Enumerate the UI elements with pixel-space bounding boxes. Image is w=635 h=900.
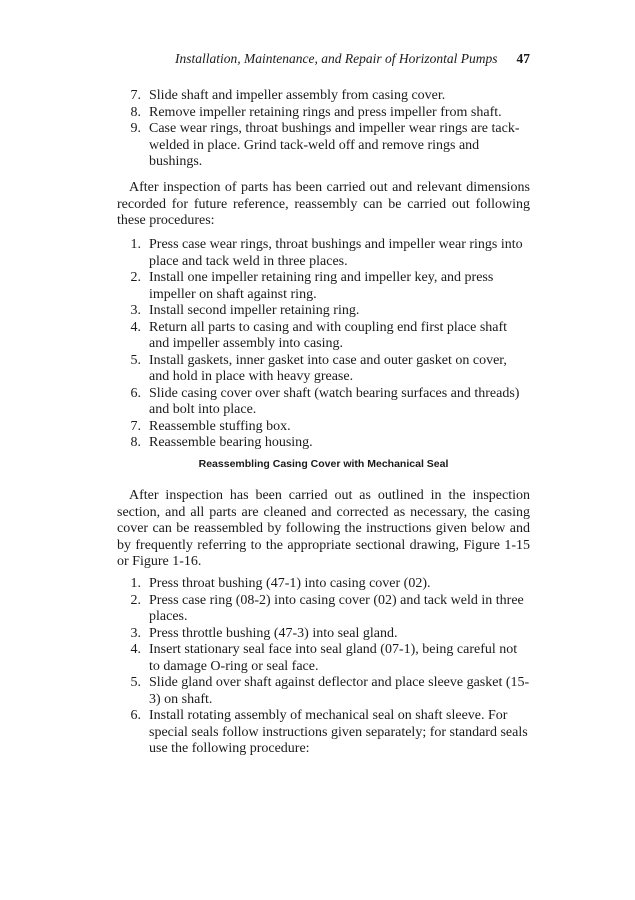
step-text: Reassemble stuffing box. (149, 418, 291, 434)
step-text: Return all parts to casing and with coupling end first place shaft and impeller assembly into casing. (149, 319, 508, 351)
list-item (117, 353, 530, 386)
list-item (117, 675, 530, 708)
step-number: 5. (130, 675, 141, 690)
paragraph: After inspection of parts has been carried out and relevant dimensions recorded for future reference, reassembly can be carried out following these procedures: (117, 180, 530, 228)
list-item (117, 320, 530, 353)
list-item (117, 576, 530, 593)
step-text: Press case ring (08-2) into casing cover (02) and tack weld in three places. (149, 592, 524, 624)
list-item (117, 121, 530, 171)
step-number: 3. (130, 625, 141, 641)
list-item (117, 270, 530, 303)
step-text: Press throat bushing (47-1) into casing cover (02). (149, 576, 431, 591)
step-text: Install second impeller retaining ring. (149, 303, 360, 318)
step-number: 5. (130, 352, 141, 368)
list-item (117, 303, 530, 320)
paragraph: After inspection has been carried out as outlined in the inspection section, and all parts are cleaned and corrected as necessary, the casing cover can be reassembled by following the instructions given below and by frequently referring to the appropriate sectional drawing, Figure 1-15 or Figure 1-16. (117, 488, 530, 569)
mechanical-seal-steps (117, 576, 530, 758)
list-item (117, 88, 530, 105)
step-text: Install rotating assembly of mechanical seal on shaft sleeve. For special seals follow instructions given separately; for standard seals use the following procedure: (149, 708, 528, 756)
step-number: 8. (130, 435, 141, 450)
step-text: Slide shaft and impeller assembly from casing cover. (149, 88, 446, 103)
step-number: 7. (130, 418, 141, 434)
list-item (117, 626, 530, 643)
list-item (117, 435, 530, 452)
list-item (117, 419, 530, 436)
step-number: 7. (130, 88, 141, 103)
step-number: 2. (130, 592, 141, 608)
mechanical-seal-intro-paragraph (117, 488, 530, 571)
list-item (117, 708, 530, 758)
list-item (117, 386, 530, 419)
step-number: 9. (130, 121, 141, 136)
step-text: Slide gland over shaft against deflector and place sleeve gasket (15-3) on shaft. (149, 675, 530, 707)
step-number: 1. (130, 576, 141, 591)
reassembly-intro-paragraph (117, 180, 530, 230)
step-text: Remove impeller retaining rings and press impeller from shaft. (149, 104, 502, 120)
step-text: Reassemble bearing housing. (149, 435, 313, 450)
step-text: Slide casing cover over shaft (watch bearing surfaces and threads) and bolt into place. (149, 385, 520, 417)
step-number: 8. (130, 104, 141, 120)
step-text: Press throttle bushing (47-3) into seal gland. (149, 625, 398, 641)
step-number: 6. (130, 385, 141, 401)
list-item (117, 593, 530, 626)
list-item (117, 642, 530, 675)
step-text: Install gaskets, inner gasket into case and outer gasket on cover, and hold in place with heavy grease. (149, 352, 507, 384)
disassembly-steps-continued (117, 88, 530, 171)
step-number: 6. (130, 708, 141, 723)
list-item (117, 237, 530, 270)
section-heading: Reassembling Casing Cover with Mechanical Seal (198, 458, 449, 470)
step-number: 4. (130, 642, 141, 657)
step-number: 2. (130, 270, 141, 285)
step-number: 3. (130, 303, 141, 318)
step-text: Insert stationary seal face into seal gland (07-1), being careful not to damage O-ring or seal face. (149, 642, 518, 674)
step-number: 4. (130, 319, 141, 335)
reassembly-steps (117, 237, 530, 452)
step-number: 1. (130, 237, 141, 252)
list-item (117, 105, 530, 122)
header-title: Installation, Maintenance, and Repair of Horizontal Pumps (175, 51, 498, 66)
step-text: Press case wear rings, throat bushings and impeller wear rings into place and tack weld in three places. (149, 237, 523, 269)
page-number: 47 (516, 51, 530, 66)
step-text: Install one impeller retaining ring and impeller key, and press impeller on shaft against ring. (149, 270, 494, 302)
step-text: Case wear rings, throat bushings and impeller wear rings are tack-welded in place. Grind tack-weld off and remove rings and bushings. (149, 121, 520, 169)
